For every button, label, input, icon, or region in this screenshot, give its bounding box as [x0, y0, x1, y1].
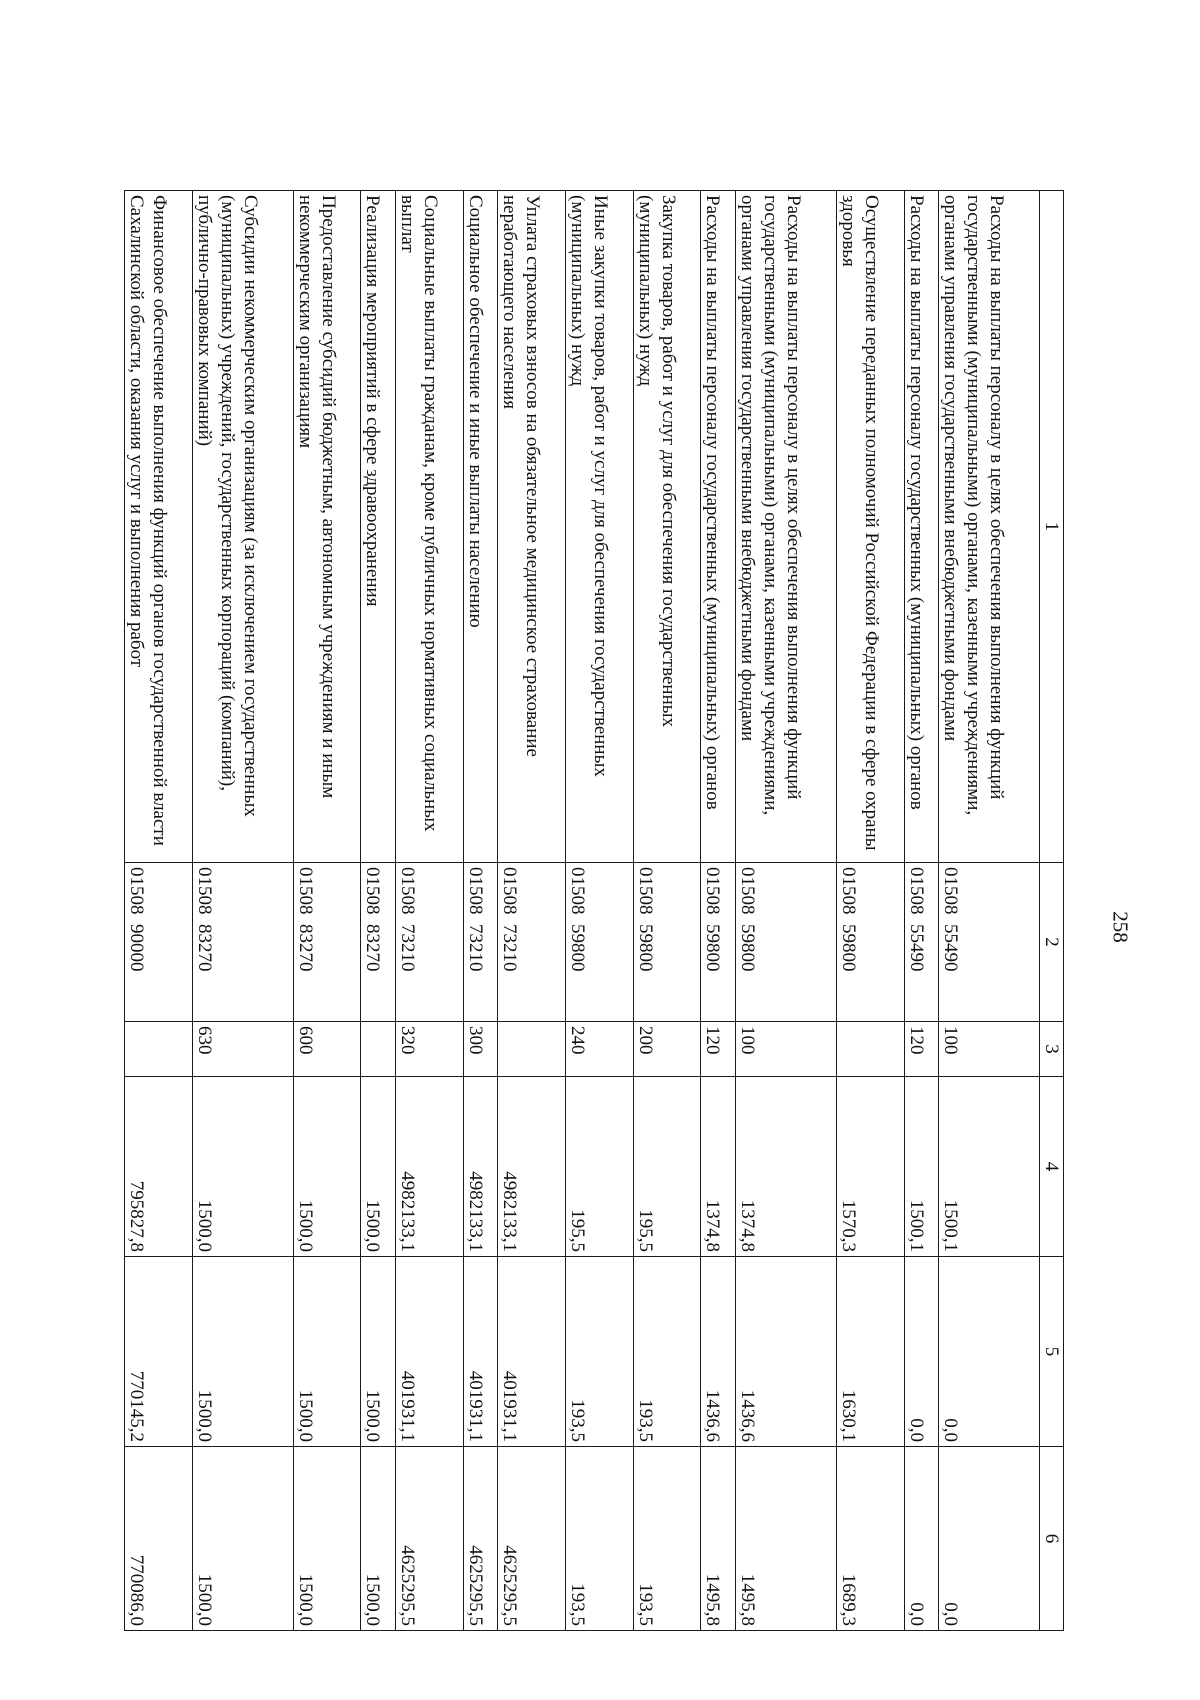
row-code: 01508 73210: [395, 863, 463, 1022]
row-value-5: 1500,0: [293, 1257, 361, 1447]
row-value-4: 1500,1: [939, 1077, 1040, 1257]
row-code: 01508 73210: [463, 863, 498, 1022]
header-col-6: 6: [1040, 1447, 1064, 1631]
row-type: 100: [939, 1022, 1040, 1077]
table-row: [498, 191, 566, 1631]
row-value-5: 401931,1: [395, 1257, 463, 1447]
table-row: [939, 191, 1040, 1631]
row-type: 200: [633, 1022, 701, 1077]
row-value-4: 1500,0: [361, 1077, 396, 1257]
row-code: 01508 59800: [836, 863, 904, 1022]
row-name: Субсидии некоммерческим организациям (за исключением государственных (муниципальных) учреждений, государственных корпораций (компаний), публично-правовых компаний): [192, 191, 293, 863]
row-value-6: 1500,0: [192, 1447, 293, 1631]
row-value-6: 4625295,5: [463, 1447, 498, 1631]
row-type: [125, 1022, 193, 1077]
row-name: Иные закупки товаров, работ и услуг для обеспечения государственных (муниципальных) нужд: [565, 191, 633, 863]
row-value-5: 770145,2: [125, 1257, 193, 1447]
row-name: Финансовое обеспечение выполнения функций органов государственной власти Сахалинской области, оказания услуг и выполнения работ: [125, 191, 193, 863]
row-value-5: 1436,6: [701, 1257, 736, 1447]
header-col-3: 3: [1040, 1022, 1064, 1077]
row-value-6: 1495,8: [701, 1447, 736, 1631]
table-row: [125, 191, 193, 1631]
row-type: 100: [735, 1022, 836, 1077]
row-value-5: 401931,1: [498, 1257, 566, 1447]
row-value-6: 0,0: [904, 1447, 939, 1631]
row-code: 01508 83270: [361, 863, 396, 1022]
table-row: [361, 191, 396, 1631]
row-value-4: 195,5: [633, 1077, 701, 1257]
row-code: 01508 55490: [904, 863, 939, 1022]
row-value-5: 1500,0: [361, 1257, 396, 1447]
table-row: [293, 191, 361, 1631]
row-value-5: 1630,1: [836, 1257, 904, 1447]
row-value-5: 1500,0: [192, 1257, 293, 1447]
table-row: [565, 191, 633, 1631]
row-value-5: 1436,6: [735, 1257, 836, 1447]
row-code: 01508 83270: [293, 863, 361, 1022]
budget-table: [124, 190, 1064, 1631]
row-value-6: 4625295,5: [498, 1447, 566, 1631]
page-number: 258: [1108, 911, 1133, 943]
row-value-4: 1500,0: [293, 1077, 361, 1257]
row-value-4: 195,5: [565, 1077, 633, 1257]
table-row: [192, 191, 293, 1631]
row-code: 01508 59800: [701, 863, 736, 1022]
header-col-5: 5: [1040, 1257, 1064, 1447]
row-name: Предоставление субсидий бюджетным, автономным учреждениям и иным некоммерческим организациям: [293, 191, 361, 863]
row-code: 01508 59800: [633, 863, 701, 1022]
row-type: [361, 1022, 396, 1077]
row-value-4: 1500,1: [904, 1077, 939, 1257]
row-type: [836, 1022, 904, 1077]
row-value-4: 1570,3: [836, 1077, 904, 1257]
row-value-4: 4982133,1: [395, 1077, 463, 1257]
row-type: 120: [701, 1022, 736, 1077]
row-value-6: 1500,0: [361, 1447, 396, 1631]
row-value-6: 1500,0: [293, 1447, 361, 1631]
row-type: [498, 1022, 566, 1077]
row-value-6: 770086,0: [125, 1447, 193, 1631]
row-value-5: 193,5: [633, 1257, 701, 1447]
table-row: [735, 191, 836, 1631]
row-value-4: 1500,0: [192, 1077, 293, 1257]
table-row: [463, 191, 498, 1631]
row-code: 01508 83270: [192, 863, 293, 1022]
table-row: [836, 191, 904, 1631]
table-row: [633, 191, 701, 1631]
row-value-4: 4982133,1: [498, 1077, 566, 1257]
row-type: 240: [565, 1022, 633, 1077]
row-name: Расходы на выплаты персоналу в целях обеспечения выполнения функций государственными (муниципальными) органами, казенными учреждениями, органами управления государственными внебюджетными фондами: [735, 191, 836, 863]
table-row: [904, 191, 939, 1631]
table-row: [395, 191, 463, 1631]
row-name: Уплата страховых взносов на обязательное медицинское страхование неработающего населения: [498, 191, 566, 863]
row-code: 01508 90000: [125, 863, 193, 1022]
budget-table-frame: [124, 190, 1064, 1630]
header-col-1: 1: [1040, 191, 1064, 863]
row-value-6: 193,5: [633, 1447, 701, 1631]
row-value-6: 4625295,5: [395, 1447, 463, 1631]
table-row: [701, 191, 736, 1631]
row-value-5: 401931,1: [463, 1257, 498, 1447]
header-col-2: 2: [1040, 863, 1064, 1022]
row-value-4: 4982133,1: [463, 1077, 498, 1257]
row-value-6: 0,0: [939, 1447, 1040, 1631]
row-value-6: 1689,3: [836, 1447, 904, 1631]
row-value-6: 1495,8: [735, 1447, 836, 1631]
row-value-5: 0,0: [904, 1257, 939, 1447]
row-value-4: 1374,8: [735, 1077, 836, 1257]
row-name: Расходы на выплаты персоналу государственных (муниципальных) органов: [904, 191, 939, 863]
row-name: Закупка товаров, работ и услуг для обеспечения государственных (муниципальных) нужд: [633, 191, 701, 863]
row-code: 01508 59800: [565, 863, 633, 1022]
row-type: 120: [904, 1022, 939, 1077]
row-name: Расходы на выплаты персоналу в целях обеспечения выполнения функций государственными (муниципальными) органами, казенными учреждениями, органами управления государственными внебюджетными фондами: [939, 191, 1040, 863]
row-value-5: 0,0: [939, 1257, 1040, 1447]
row-name: Реализация мероприятий в сфере здравоохранения: [361, 191, 396, 863]
row-type: 630: [192, 1022, 293, 1077]
header-col-4: 4: [1040, 1077, 1064, 1257]
row-type: 320: [395, 1022, 463, 1077]
header-row: [1040, 191, 1064, 1631]
row-value-5: 193,5: [565, 1257, 633, 1447]
row-name: Расходы на выплаты персоналу государственных (муниципальных) органов: [701, 191, 736, 863]
row-value-4: 1374,8: [701, 1077, 736, 1257]
row-name: Социальное обеспечение и иные выплаты населению: [463, 191, 498, 863]
row-name: Социальные выплаты гражданам, кроме публичных нормативных социальных выплат: [395, 191, 463, 863]
row-type: 600: [293, 1022, 361, 1077]
row-type: 300: [463, 1022, 498, 1077]
row-value-6: 193,5: [565, 1447, 633, 1631]
row-code: 01508 73210: [498, 863, 566, 1022]
row-value-4: 795827,8: [125, 1077, 193, 1257]
row-name: Осуществление переданных полномочий Российской Федерации в сфере охраны здоровья: [836, 191, 904, 863]
row-code: 01508 59800: [735, 863, 836, 1022]
row-code: 01508 55490: [939, 863, 1040, 1022]
